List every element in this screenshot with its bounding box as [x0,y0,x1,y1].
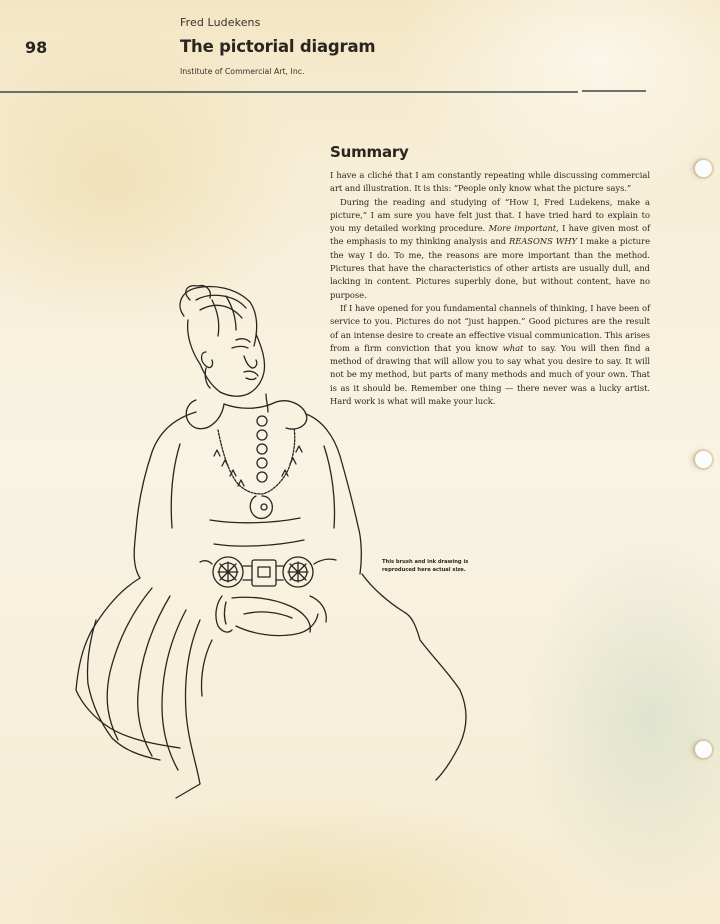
binder-hole [695,160,712,177]
publisher-name: Institute of Commercial Art, Inc. [180,67,305,76]
header-rule [0,91,578,93]
header-rule-short [582,90,646,92]
body-text: to say. You will then find a method of drawing that will allow you to say what you desire to say. It will not be my method, but parts of many methods and much of your own. That is as it should be. Remember one thing — there never was a lucky artist. Hard work is what will make your luck. [330,342,650,407]
ink-drawing-seated-woman [60,280,480,800]
body-text: I have given most of the emphasis to my thinking analysis and [330,223,651,247]
page-number: 98 [25,38,48,57]
summary-paragraph [330,169,650,196]
emphasized-text: REASONS WHY [508,236,578,247]
summary-heading: Summary [330,143,409,161]
drawing-caption: This brush and ink drawing is reproduced here actual size. [382,559,469,573]
body-text: I make a picture the way I do. To me, the reasons are more important than the method. Pictures that have the characteristics of other artists are usually dull, and lacking in content. Pictures superbly done, but without content, have no purpose. [330,236,650,300]
binder-hole [695,451,712,468]
emphasized-text: what [502,342,524,353]
author-name: Fred Ludekens [180,16,261,29]
chapter-title: The pictorial diagram [180,37,376,56]
binder-hole [695,741,712,758]
body-text: If I have opened for you fundamental channels of thinking, I have been of service to you. Pictures do not “just happen.” Good pictures are the result of an intense desire to create an effective visual communication. This arises from a firm conviction that you know [330,302,650,353]
body-text: During the reading and studying of “How I, Fred Ludekens, make a picture,” I am sure you have felt just that. I have tried hard to explain to you my detailed working procedure. [330,196,650,234]
body-text: I have a cliché that I am constantly repeating while discussing commercial art and illustration. It is this: “People only know what the picture says.” [330,170,650,194]
emphasized-text: More important, [488,223,559,234]
